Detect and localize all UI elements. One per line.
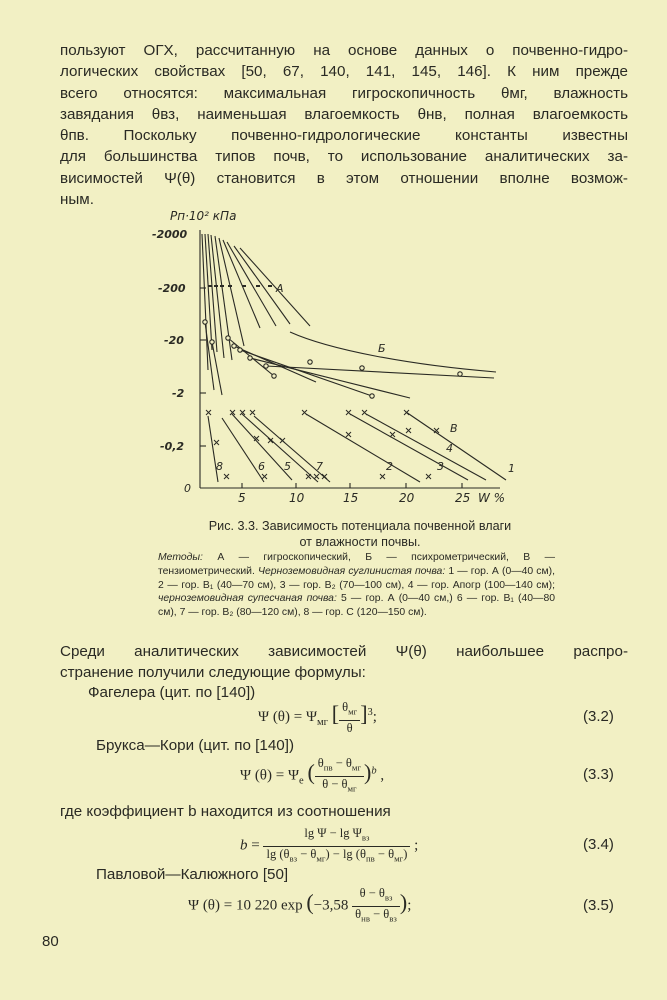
- note-label: черноземовидная супесчаная почва:: [158, 593, 337, 605]
- curve-label: 7: [316, 460, 323, 473]
- equation-number: (3.3): [583, 766, 614, 783]
- curve-label: 1: [508, 462, 515, 475]
- x-tick-label: 15: [343, 491, 359, 505]
- text-line: пользуют ОГХ, рассчитанную на основе данных о почвенно-гидро-: [60, 42, 628, 59]
- formula-3-4: b = $\frac{\lg \Psi - \lg \Psi_{вз}}{\lg (\theta_{вз} - \theta_{мг}) - \lg (\theta_{пв} - \theta_{мг})}$ ;: [240, 826, 419, 863]
- curve-label: Б: [378, 342, 386, 355]
- y-tick-label: -2000: [152, 228, 188, 241]
- intro-paragraph: [60, 40, 628, 210]
- formula-label: Фагелера (цит. по [140]): [88, 684, 256, 701]
- formula-label: Павловой—Калюжного [50]: [96, 866, 289, 883]
- curves-method-b: [203, 320, 496, 398]
- curve-label: A: [276, 282, 284, 295]
- curves-method-a: [202, 234, 310, 370]
- formula-label: Брукса—Кори (цит. по [140]): [96, 737, 294, 754]
- figure-caption: [150, 518, 570, 550]
- x-tick-label: 5: [238, 491, 246, 505]
- formulas-intro-paragraph: [60, 641, 628, 684]
- curve-label: В: [450, 422, 458, 435]
- note-label: Методы:: [158, 552, 203, 563]
- x-axis-label: W %: [478, 491, 506, 505]
- y-tick-label: -2: [172, 387, 185, 400]
- formula-3-3: Ψ $(\theta) = \Psi_e$ ( $\frac{\theta_{пв} - \theta_{мг}}{\theta - \theta_{мг}}$ )$^b$ ,: [240, 756, 385, 793]
- text-line: всего относятся: максимальная гигроскопичность θмг, влажность: [60, 84, 628, 102]
- curve-label: 3: [437, 460, 444, 473]
- curve-label: 8: [216, 460, 223, 473]
- x-tick-label: 10: [289, 491, 305, 505]
- y-axis-label: Pп·10² кПа: [170, 209, 237, 223]
- curve-label: 2: [386, 460, 393, 473]
- caption-line: от влажности почвы.: [299, 535, 421, 549]
- equation-number: (3.4): [583, 836, 614, 853]
- y-tick-label: 0: [184, 482, 191, 495]
- text-line: Среди аналитических зависимостей Ψ(θ) наибольшее распро-: [60, 643, 628, 660]
- curve-label: 4: [446, 442, 453, 455]
- curves-method-v: [206, 410, 506, 482]
- equation-number: (3.5): [583, 897, 614, 914]
- note-label: Черноземовидная суглинистая почва:: [258, 565, 446, 577]
- text-line: ным.: [60, 191, 94, 209]
- curve-label: 5: [284, 460, 291, 473]
- formula-3-5: Ψ (θ) = 10 220 exp (−3,58 $\frac{\theta - \theta_{вз}}{\theta_{нв} - \theta_{вз}}$ );: [188, 886, 412, 923]
- note-text: 1 — гор. А (0—40 см), 2 — гор. B₁ (40—70 см), 3 — гор. B₂ (70—100 см), 4 — гор. Aпогр (100—140 см);: [158, 565, 555, 591]
- text-line: логических свойствах [50, 67, 140, 141, 145, 146]. К ним прежде: [60, 63, 628, 81]
- text-line: для большинства типов почв, то использование аналитических за-: [60, 148, 628, 166]
- equation-number: (3.2): [583, 708, 614, 725]
- text-line: завядания θвз, наименьшая влагоемкость θнв, полная влагоемкость: [60, 105, 628, 123]
- formula-label: где коэффициент b находится из соотношения: [60, 803, 391, 820]
- x-tick-label: 20: [399, 491, 415, 505]
- text-line: θпв. Поскольку почвенно-гидрологические константы известны: [60, 127, 628, 145]
- figure-note: [158, 551, 555, 620]
- text-line: висимостей Ψ(θ) становится в этом отношении вполне возмож-: [60, 169, 628, 187]
- x-ticks: [242, 483, 462, 488]
- formula-3-2: Ψ $(\theta) = \Psi_{мг}$ [ $\frac{\theta_{мг}}{\theta}$ ]$^3$;: [258, 700, 377, 735]
- potential-moisture-plot: [150, 200, 520, 510]
- y-tick-label: -20: [164, 334, 184, 347]
- y-tick-label: -200: [158, 282, 186, 295]
- page-number: 80: [42, 933, 59, 950]
- y-tick-label: -0,2: [160, 440, 185, 453]
- curve-label: 6: [258, 460, 265, 473]
- note-text: А — гигроскопический, Б — психрометрический, В — тензиометрический.: [158, 552, 555, 577]
- text-line: странение получили следующие формулы:: [60, 664, 366, 682]
- caption-line: Рис. 3.3. Зависимость потенциала почвенной влаги: [208, 519, 512, 533]
- x-tick-label: 25: [455, 491, 471, 505]
- figure-3-3: [150, 200, 520, 510]
- note-text: 5 — гор. А (0—40 см,) 6 — гор. B₁ (40—80 см), 7 — гор. B₂ (80—120 см), 8 — гор. С (120—150 см).: [158, 593, 556, 619]
